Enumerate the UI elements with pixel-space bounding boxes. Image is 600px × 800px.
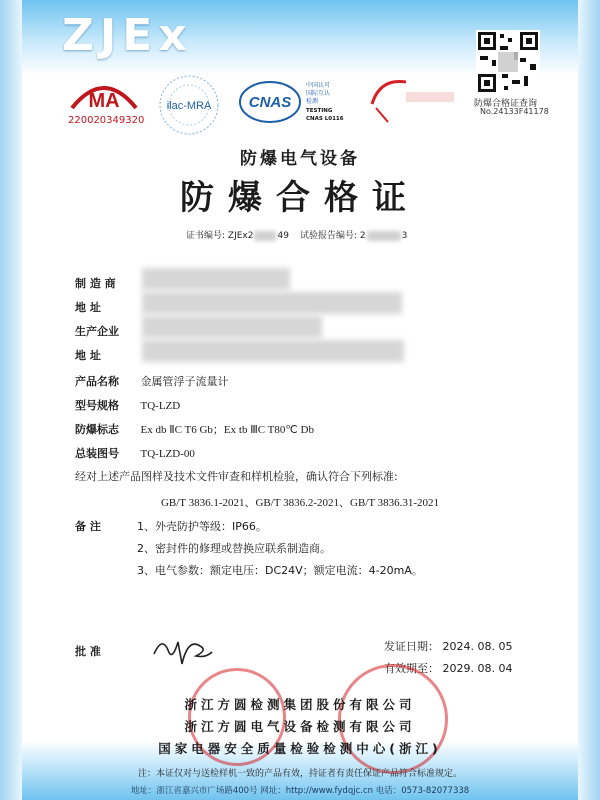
svg-text:国际互认: 国际互认 (306, 90, 331, 97)
qr-code-icon[interactable] (476, 30, 540, 94)
redaction (142, 316, 322, 338)
page-title: 防爆合格证 (180, 178, 420, 218)
ilac-icon (158, 74, 220, 136)
svg-text:MA: MA (88, 90, 120, 112)
category-title: 防爆电气设备 (240, 149, 360, 169)
cma-logo (68, 74, 145, 126)
redaction (142, 340, 404, 362)
valid-date-label: 有效期至： (384, 662, 439, 675)
issue-date-row (384, 638, 512, 654)
svg-text:中国认可: 中国认可 (306, 82, 331, 89)
producer-row (75, 323, 137, 339)
svg-text:CNAS: CNAS (248, 94, 292, 111)
qr-number: No.24133F41178 (480, 107, 549, 116)
issuer-name: 浙江方圆检测集团股份有限公司 (184, 697, 416, 712)
standards-list: GB/T 3836.1-2021、GB/T 3836.2-2021、GB/T 3836.31-2021 (160, 497, 440, 509)
model-value: TQ-LZD (140, 400, 181, 412)
drawing-row (75, 445, 195, 461)
cnas-logo (238, 78, 358, 128)
cma-number: 220020349320 (68, 115, 145, 126)
signature (148, 628, 218, 668)
issuer-name: 国家电器安全质量检验检测中心(浙江) (158, 741, 442, 756)
footer-note: 注：本证仅对与送检样机一致的产品有效，持证者有责任保证产品符合标准规定。 (137, 769, 462, 779)
ilac-logo (158, 74, 220, 136)
report-number-label: 试验报告编号: (300, 231, 358, 241)
drawing-label: 总装图号 (75, 447, 119, 460)
qr-title: 防爆合格证查询 (474, 99, 538, 109)
drawing-value: TQ-LZD-00 (140, 448, 195, 460)
address2-row (75, 347, 137, 363)
report-number-suffix: 3 (401, 231, 408, 241)
note-item: 3、电气参数：额定电压：DC24V；额定电流：4-20mA。 (137, 564, 423, 577)
right-border (578, 0, 600, 800)
marking-row (75, 421, 314, 437)
product-label: 产品名称 (75, 375, 119, 388)
report-number (300, 228, 407, 241)
certificate-number-prefix: ZJEx2 (227, 231, 254, 241)
svg-text:ilac-MRA: ilac-MRA (166, 100, 212, 112)
issuer-name: 浙江方圆电气设备检测有限公司 (184, 719, 416, 734)
manufacturer-row (75, 275, 137, 291)
certificate-number-suffix: 49 (277, 231, 289, 241)
note-item: 1、外壳防护等级：IP66。 (137, 520, 267, 533)
certificate-number (186, 228, 289, 241)
test-institute-logo (366, 74, 458, 124)
conformity-statement: 经对上述产品图样及技术文件审查和样机检验，确认符合下列标准: (75, 470, 398, 483)
svg-text:CNAS L0116: CNAS L0116 (306, 116, 344, 122)
approval-label: 批 准 (75, 645, 101, 658)
redaction (142, 268, 290, 290)
manufacturer-label: 制 造 商 (75, 277, 116, 290)
model-label: 型号规格 (75, 399, 119, 412)
address2-label: 地 址 (75, 349, 101, 362)
cnas-icon (238, 78, 358, 128)
brand-logo: ZJEx (62, 10, 193, 61)
valid-date: 2029. 08. 04 (442, 662, 513, 675)
footer-address: 地址：浙江省嘉兴市广场路400号 网址：http://www.fydqjc.cn 电话：0573-82077338 (130, 786, 470, 796)
product-value: 金属管浮子流量计 (140, 376, 229, 388)
address-row (75, 299, 137, 315)
notes-label: 备 注 (75, 520, 101, 533)
issue-date: 2024. 08. 05 (442, 640, 513, 653)
redaction (367, 231, 401, 241)
model-row (75, 397, 180, 413)
redaction (254, 231, 276, 241)
left-border (0, 0, 22, 800)
redaction (142, 292, 402, 314)
note-item: 2、密封件的修理或替换应联系制造商。 (137, 542, 331, 555)
certificate-number-label: 证书编号: (186, 231, 226, 241)
product-row (75, 373, 229, 389)
marking-label: 防爆标志 (75, 423, 119, 436)
svg-text:检测: 检测 (306, 98, 319, 105)
svg-text:TESTING: TESTING (306, 108, 333, 114)
address-label: 地 址 (75, 301, 101, 314)
cma-icon (68, 74, 140, 114)
marking-value: Ex db ⅡC T6 Gb；Ex tb ⅢC T80℃ Db (140, 424, 314, 436)
report-number-prefix: 2 (359, 231, 366, 241)
producer-label: 生产企业 (75, 325, 119, 338)
test-institute-icon (366, 74, 458, 124)
issue-date-label: 发证日期： (384, 640, 439, 653)
